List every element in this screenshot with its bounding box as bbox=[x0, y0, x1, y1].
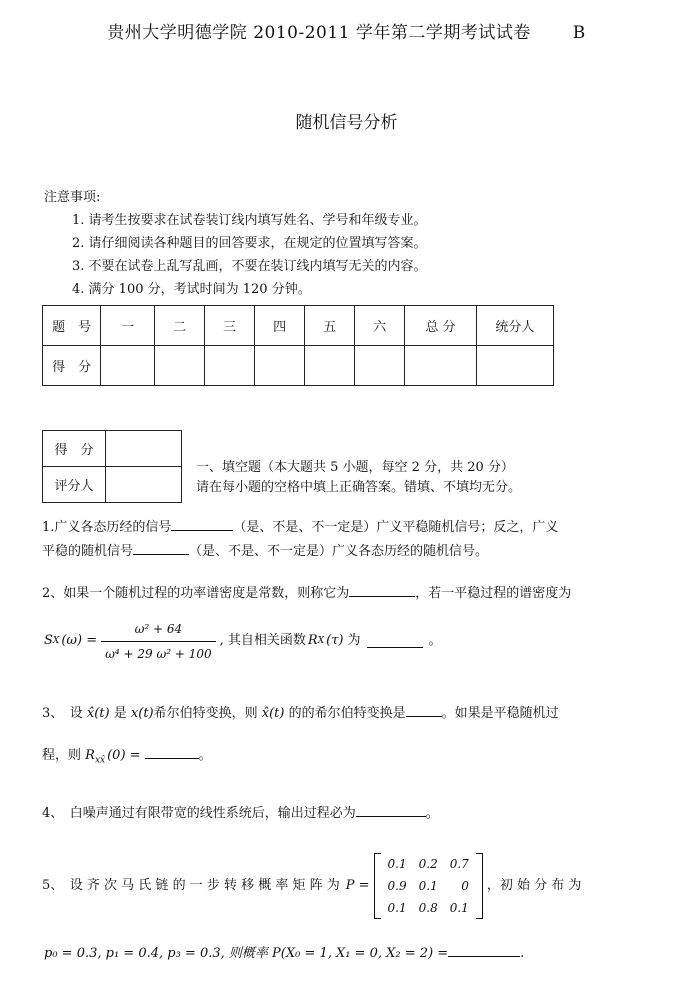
q3-blank-2[interactable] bbox=[145, 746, 199, 759]
question-1 bbox=[42, 518, 662, 538]
q2-lhs-sub: X bbox=[52, 636, 60, 646]
table-row bbox=[43, 431, 182, 467]
q2-text: 。 bbox=[428, 633, 442, 648]
q3-text: 3、 设 bbox=[42, 706, 83, 721]
q2-numerator: ω² + 64 bbox=[101, 619, 216, 642]
q3-blank-1[interactable] bbox=[406, 704, 442, 717]
table-header-cell: 一 bbox=[101, 306, 155, 346]
matrix-cell: 0.1 bbox=[387, 901, 407, 915]
section-instruction: 请在每小题的空格中填上正确答案。错填、不填均无分。 bbox=[196, 480, 522, 495]
q5-probability: P(X₀ = 1, X₁ = 0, X₂ = 2) = bbox=[272, 946, 449, 961]
score-cell[interactable] bbox=[476, 346, 553, 386]
matrix-cell: 0.1 bbox=[418, 879, 438, 893]
notice-item: 2. 请仔细阅读各种题目的回答要求，在规定的位置填写答案。 bbox=[72, 236, 427, 251]
table-row bbox=[43, 467, 182, 503]
score-cell[interactable] bbox=[101, 346, 155, 386]
table-row bbox=[43, 306, 554, 346]
question-2 bbox=[42, 584, 672, 604]
q5-p: P = bbox=[345, 878, 370, 893]
matrix-cell: 0.7 bbox=[449, 857, 469, 871]
q4-blank[interactable] bbox=[356, 804, 426, 817]
table-header-cell: 总 分 bbox=[405, 306, 476, 346]
notice-item: 3. 不要在试卷上乱写乱画，不要在装订线内填写无关的内容。 bbox=[72, 259, 427, 274]
q3-r: R bbox=[85, 748, 95, 763]
q3-xhat: x̂(t) bbox=[261, 706, 285, 721]
q2-r: R bbox=[307, 633, 318, 648]
grade-score-cell[interactable] bbox=[106, 431, 182, 467]
q1-blank-1[interactable] bbox=[171, 518, 233, 531]
q5-text: p₀ = 0.3, p₁ = 0.4, p₃ = 0.3, 则概率 bbox=[44, 946, 268, 961]
q3-text: 。 bbox=[198, 748, 212, 763]
score-cell[interactable] bbox=[305, 346, 355, 386]
question-3 bbox=[42, 704, 672, 724]
q2-text: 为 bbox=[347, 633, 361, 648]
exam-header bbox=[0, 18, 693, 43]
grade-score-label: 得 分 bbox=[43, 431, 106, 467]
q2-blank-2[interactable] bbox=[367, 635, 423, 648]
q3-text: 希尔伯特变换，则 bbox=[153, 706, 258, 721]
score-cell[interactable] bbox=[255, 346, 305, 386]
q3-x: x(t) bbox=[130, 706, 154, 721]
question-4 bbox=[42, 804, 672, 824]
q5-text: . bbox=[520, 946, 525, 961]
q1-text: （是、不是、不一定是）广义各态历经的随机信号。 bbox=[189, 544, 489, 559]
score-cell[interactable] bbox=[405, 346, 476, 386]
question-3-cont bbox=[42, 746, 672, 771]
q2-denominator: ω⁴ + 29 ω² + 100 bbox=[105, 646, 212, 661]
q1-text: （是、不是、不一定是）广义平稳随机信号；反之，广义 bbox=[233, 520, 559, 535]
grade-grader-cell[interactable] bbox=[106, 467, 182, 503]
matrix-cell: 0.1 bbox=[387, 857, 407, 871]
notice-item: 1. 请考生按要求在试卷装订线内填写姓名、学号和年级专业。 bbox=[72, 213, 427, 228]
subject-title: 随机信号分析 bbox=[295, 113, 398, 133]
matrix-row bbox=[382, 875, 475, 897]
table-row bbox=[43, 346, 554, 386]
table-header-cell: 三 bbox=[205, 306, 255, 346]
matrix-cell: 0 bbox=[461, 879, 469, 893]
matrix-cell: 0.8 bbox=[418, 901, 438, 915]
grade-grader-label: 评分人 bbox=[43, 467, 106, 503]
q3-text: 程，则 bbox=[42, 748, 82, 763]
score-cell[interactable] bbox=[155, 346, 205, 386]
score-cell[interactable] bbox=[205, 346, 255, 386]
notice-item: 4. 满分 100 分，考试时间为 120 分钟。 bbox=[72, 282, 311, 297]
q2-r-arg: (τ) bbox=[326, 633, 344, 648]
q4-text: 4、 白噪声通过有限带宽的线性系统后，输出过程必为 bbox=[42, 806, 356, 821]
q1-text: 1.广义各态历经的信号 bbox=[42, 520, 172, 535]
q3-xhat: x̂(t) bbox=[86, 706, 110, 721]
q2-r-sub: X bbox=[317, 636, 325, 646]
q1-blank-2[interactable] bbox=[133, 542, 189, 555]
exam-version: B bbox=[572, 23, 586, 43]
q1-text: 平稳的随机信号 bbox=[42, 544, 134, 559]
q4-text: 。 bbox=[425, 806, 439, 821]
q3-text: 。如果是平稳随机过 bbox=[441, 706, 559, 721]
q5-matrix bbox=[374, 853, 483, 919]
q3-text: 的的希尔伯特变换是 bbox=[288, 706, 406, 721]
q3-r-arg: (0) = bbox=[107, 748, 141, 763]
exam-title: 贵州大学明德学院 2010-2011 学年第二学期考试试卷 bbox=[107, 23, 531, 43]
grade-box bbox=[42, 430, 182, 503]
question-2-formula bbox=[44, 618, 674, 664]
matrix-cell: 0.9 bbox=[387, 879, 407, 893]
q2-lhs-arg: (ω) = bbox=[61, 633, 98, 648]
q3-r-sub: xx̂ bbox=[94, 755, 106, 766]
table-header-cell: 二 bbox=[155, 306, 205, 346]
matrix-row bbox=[382, 897, 475, 919]
section-title: 一、填空题（本大题共 5 小题，每空 2 分，共 20 分） bbox=[196, 460, 514, 475]
q2-blank-1[interactable] bbox=[349, 584, 415, 597]
matrix-cell: 0.2 bbox=[418, 857, 438, 871]
table-header-cell: 统分人 bbox=[476, 306, 553, 346]
q2-lhs: S bbox=[44, 633, 53, 648]
q2-fraction bbox=[101, 619, 216, 664]
notice-title: 注意事项: bbox=[44, 190, 101, 205]
score-table bbox=[42, 305, 554, 386]
q5-text: 5、 设 齐 次 马 氏 链 的 一 步 转 移 概 率 矩 阵 为 bbox=[42, 878, 340, 893]
matrix-row bbox=[382, 853, 475, 875]
q2-text: 2、如果一个随机过程的功率谱密度是常数，则称它为 bbox=[42, 586, 350, 601]
table-header-cell: 六 bbox=[355, 306, 405, 346]
q2-text: , 其自相关函数 bbox=[219, 633, 306, 648]
score-cell[interactable] bbox=[355, 346, 405, 386]
question-1-cont bbox=[42, 542, 662, 562]
question-5 bbox=[42, 850, 682, 922]
table-row-label: 得 分 bbox=[43, 346, 101, 386]
table-header-cell: 五 bbox=[305, 306, 355, 346]
q5-blank[interactable] bbox=[448, 944, 520, 957]
q3-text: 是 bbox=[113, 706, 127, 721]
matrix-cell: 0.1 bbox=[449, 901, 469, 915]
table-header-cell: 四 bbox=[255, 306, 305, 346]
q5-text: ，初 始 分 布 为 bbox=[486, 878, 582, 893]
table-header-cell: 题 号 bbox=[43, 306, 101, 346]
q2-text: ，若一平稳过程的谱密度为 bbox=[415, 586, 572, 601]
question-5-cont bbox=[44, 944, 684, 964]
